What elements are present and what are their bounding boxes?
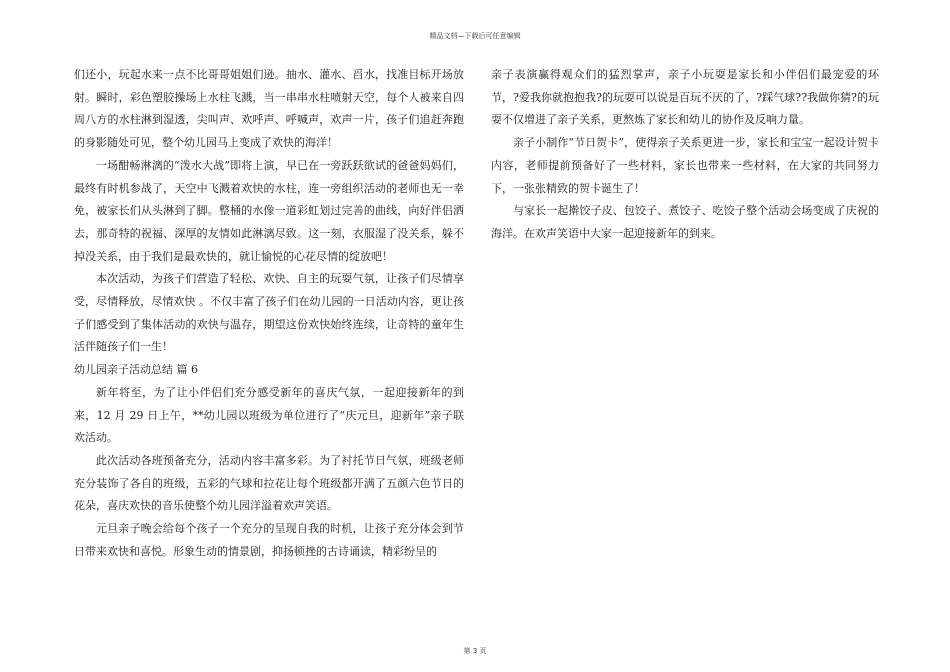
paragraph: 元旦亲子晚会给每个孩子一个充分的呈现自我的时机，让孩子充分体会到节日带来欢快和喜悦。形象生动的情景剧，抑扬顿挫的古诗诵读，精彩纷呈的 <box>74 522 464 558</box>
page-header: 精品文档—下载后可任意编辑 <box>429 32 521 40</box>
paragraph: 亲子小制作“节日贺卡”，使得亲子关系更进一步，家长和宝宝一起设计贺卡内容，老师提前预备好了一些材料，家长也带来一些材料，在大家的共同努力下，一张张精致的贺卡诞生了！ <box>491 136 879 195</box>
paragraph: 此次活动各班预备充分，活动内容丰富多彩。为了衬托节日气氛，班级老师充分装饰了各自的班级，五彩的气球和拉花让每个班级都开满了五颜六色节日的花朵，喜庆欢快的音乐使整个幼儿园洋溢着欢声笑语。 <box>74 453 464 513</box>
paragraph: 新年将至，为了让小伴侣们充分感受新年的喜庆气氛，一起迎接新年的到来，12 月 29 日上午，**幼儿园以班级为单位进行了“庆元旦，迎新年”亲子联欢活动。 <box>74 385 464 445</box>
paragraph: 与家长一起擀饺子皮、包饺子、煮饺子、吃饺子整个活动会场变成了庆祝的海洋。在欢声笑语中大家一起迎接新年的到来。 <box>491 204 879 240</box>
page-number: 第 3 页 <box>463 647 487 655</box>
left-column <box>74 64 464 563</box>
paragraph: 亲子表演赢得观众们的猛烈掌声，亲子小玩耍是家长和小伴侣们最宠爱的环节，?爱我你就抱抱我?的玩耍可以说是百玩不厌的了，?踩气球??我做你猜?的玩耍不仅增进了亲子关系，更熬炼了家长和幼儿的协作及反响力量。 <box>491 68 879 127</box>
paragraph: 本次活动，为孩子们营造了轻松、欢快、自主的玩耍气氛，让孩子们尽情享受，尽情释放，尽情欢快 。不仅丰富了孩子们在幼儿园的一日活动内容，更让孩子们感受到了集体活动的欢快与温存，期望这份欢快始终连续，让奇特的童年生活伴随孩子们一生！ <box>74 272 464 354</box>
right-column <box>491 64 879 246</box>
paragraph: 一场酣畅淋漓的“泼水大战”即将上演，早已在一旁跃跃欲试的爸爸妈妈们，最终有时机参战了，天空中飞溅着欢快的水柱，连一旁组织活动的老师也无一幸免，被家长们从头淋到了脚。整桶的水像一道彩虹划过完善的曲线，向好伴侣洒去，那奇特的祝福、深厚的友情如此淋漓尽致。这一刻，衣服湿了没关系，躲不掉没关系，由于我们是最欢快的，就让愉悦的心花尽情的绽放吧！ <box>74 158 464 263</box>
paragraph: 们还小，玩起水来一点不比哥哥姐姐们逊。抽水、灌水、舀水，找准目标开场放射。瞬时，彩色塑胶操场上水柱飞溅，当一串串水柱喷射天空，每个人被来自四周八方的水柱淋到湿透，尖叫声、欢呼声、呼喊声，欢声一片，孩子们追赶奔跑的身影随处可见，整个幼儿园马上变成了欢快的海洋！ <box>74 68 464 150</box>
section-heading: 幼儿园亲子活动总结 篇 6 <box>74 363 198 377</box>
